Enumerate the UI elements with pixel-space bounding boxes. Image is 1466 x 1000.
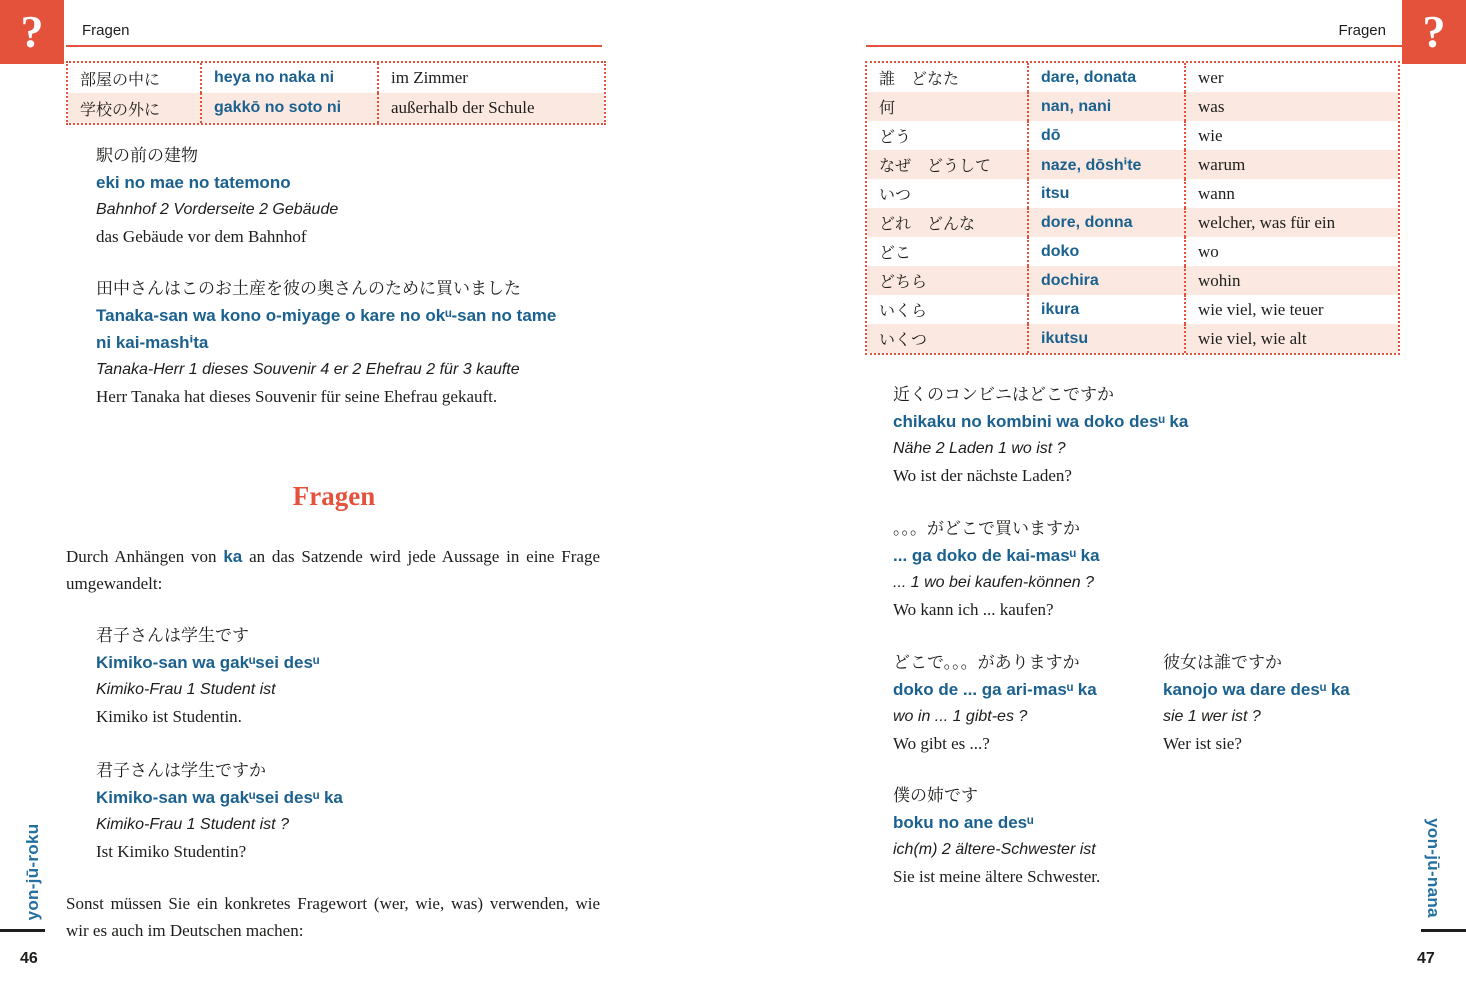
- example-block: [893, 515, 1393, 623]
- page-number-left: 46: [20, 950, 38, 967]
- example-block: [893, 649, 1155, 757]
- cell-japanese: いくら: [879, 303, 928, 320]
- cell-german: wann: [1184, 179, 1398, 208]
- section-heading: Fragen: [292, 481, 376, 511]
- header-rule-left: [66, 45, 602, 47]
- example-block: [96, 142, 602, 250]
- translation-line: Wo kann ich ... kaufen?: [893, 600, 1054, 619]
- particle-ka: ka: [223, 547, 243, 566]
- japanese-line: 彼女は誰ですか: [1163, 653, 1282, 672]
- sidebar-page-label-right: yon-jū-nana: [1424, 818, 1443, 918]
- cell-german: wo: [1184, 237, 1398, 266]
- intro-text-post: an das Satzende wird jede Aussage in eine Frage umgewandelt:: [66, 547, 600, 593]
- japanese-line: どこで。。。がありますか: [893, 653, 1080, 672]
- cell-romaji: heya no naka ni: [200, 63, 377, 93]
- phrase-table-right: [865, 61, 1400, 355]
- page-number-right: 47: [1417, 950, 1435, 967]
- translation-line: das Gebäude vor dem Bahnhof: [96, 227, 307, 246]
- example-block: [96, 757, 602, 865]
- translation-line: Sie ist meine ältere Schwester.: [893, 867, 1101, 886]
- romaji-line: Tanaka-san wa kono o-miyage o kare no okᵘ-san no tame ni kai-mashⁱta: [96, 306, 557, 352]
- table-row: [867, 295, 1398, 324]
- example-block: [893, 782, 1393, 890]
- running-header-left: Fragen: [82, 22, 130, 39]
- table-row: [867, 150, 1398, 179]
- japanese-line: 僕の姉です: [893, 786, 978, 805]
- romaji-line: chikaku no kombini wa doko desᵘ ka: [893, 412, 1189, 431]
- cell-japanese: いくつ: [879, 332, 928, 349]
- cell-romaji: ikutsu: [1027, 324, 1184, 353]
- cell-romaji: nan, nani: [1027, 92, 1184, 121]
- cell-romaji: dare, donata: [1027, 63, 1184, 92]
- cell-japanese: 学校の外に: [80, 101, 161, 119]
- sidebar-page-label-left: yon-jū-roku: [23, 823, 42, 921]
- table-row: [68, 63, 604, 93]
- example-block: [96, 275, 566, 410]
- cell-japanese: どう: [879, 129, 912, 146]
- cell-japanese: どこ: [879, 245, 912, 262]
- gloss-line: Kimiko-Frau 1 Student ist: [96, 681, 276, 698]
- cell-japanese: どちら: [879, 274, 928, 291]
- gloss-line: wo in ... 1 gibt-es ?: [893, 708, 1028, 725]
- question-mark-icon: ?: [20, 6, 44, 57]
- footer-rule-right: [1421, 929, 1466, 932]
- gloss-line: ich(m) 2 ältere-Schwester ist: [893, 841, 1096, 858]
- table-row: [867, 63, 1398, 92]
- translation-line: Wer ist sie?: [1163, 734, 1242, 753]
- example-block: [1163, 649, 1403, 757]
- translation-line: Kimiko ist Studentin.: [96, 707, 242, 726]
- phrase-table-left: [66, 61, 606, 125]
- example-block: [893, 381, 1393, 489]
- cell-romaji: itsu: [1027, 179, 1184, 208]
- footer-rule-left: [0, 929, 45, 932]
- cell-romaji: ikura: [1027, 295, 1184, 324]
- closing-paragraph: Sonst müssen Sie ein konkretes Fragewort (wer, wie, was) verwenden, wie wir es auch im Deutschen machen:: [66, 894, 600, 940]
- corner-box-right: [1402, 0, 1466, 64]
- cell-romaji: dō: [1027, 121, 1184, 150]
- cell-romaji: gakkō no soto ni: [200, 93, 377, 123]
- japanese-line: 近くのコンビニはどこですか: [893, 385, 1114, 404]
- cell-german: wie viel, wie alt: [1184, 324, 1398, 353]
- cell-german: welcher, was für ein: [1184, 208, 1398, 237]
- romaji-line: doko de ... ga ari-masᵘ ka: [893, 680, 1097, 699]
- japanese-line: 。。。がどこで買いますか: [893, 519, 1080, 538]
- cell-german: wohin: [1184, 266, 1398, 295]
- romaji-line: eki no mae no tatemono: [96, 173, 291, 192]
- cell-romaji: dore, donna: [1027, 208, 1184, 237]
- running-header-right: Fragen: [1338, 22, 1386, 39]
- cell-japanese: 部屋の中に: [80, 71, 161, 89]
- translation-line: Wo ist der nächste Laden?: [893, 466, 1072, 485]
- table-row: [867, 121, 1398, 150]
- gloss-line: Bahnhof 2 Vorderseite 2 Gebäude: [96, 201, 339, 218]
- romaji-line: ... ga doko de kai-masᵘ ka: [893, 546, 1100, 565]
- cell-japanese: 何: [879, 100, 896, 117]
- cell-german: wer: [1184, 63, 1398, 92]
- cell-german: außerhalb der Schule: [377, 93, 604, 123]
- japanese-line: 田中さんはこのお土産を彼の奥さんのために買いました: [96, 279, 521, 298]
- table-row: [867, 266, 1398, 295]
- cell-german: was: [1184, 92, 1398, 121]
- japanese-line: 君子さんは学生です: [96, 626, 249, 645]
- romaji-line: Kimiko-san wa gakᵘsei desᵘ: [96, 653, 320, 672]
- gloss-line: Nähe 2 Laden 1 wo ist ?: [893, 440, 1066, 457]
- japanese-line: 君子さんは学生ですか: [96, 761, 266, 780]
- table-row: [867, 92, 1398, 121]
- question-mark-icon: ?: [1422, 6, 1446, 57]
- translation-line: Ist Kimiko Studentin?: [96, 842, 247, 861]
- gloss-line: sie 1 wer ist ?: [1163, 708, 1261, 725]
- romaji-line: boku no ane desᵘ: [893, 813, 1034, 832]
- header-rule-right: [866, 45, 1402, 47]
- corner-box-left: [0, 0, 64, 64]
- cell-german: wie: [1184, 121, 1398, 150]
- cell-romaji: doko: [1027, 237, 1184, 266]
- intro-text-pre: Durch Anhängen von: [66, 547, 224, 566]
- intro-paragraph: [66, 543, 600, 597]
- romaji-line: Kimiko-san wa gakᵘsei desᵘ ka: [96, 788, 343, 807]
- gloss-line: ... 1 wo bei kaufen-können ?: [893, 574, 1095, 591]
- translation-line: Herr Tanaka hat dieses Souvenir für seine Ehefrau gekauft.: [96, 387, 498, 406]
- table-row: [867, 208, 1398, 237]
- cell-japanese: なぜ どうして: [879, 158, 992, 175]
- cell-japanese: 誰 どなた: [879, 71, 960, 88]
- table-row: [68, 93, 604, 123]
- example-block: [96, 622, 602, 730]
- table-row: [867, 324, 1398, 353]
- table-row: [867, 179, 1398, 208]
- gloss-line: Tanaka-Herr 1 dieses Souvenir 4 er 2 Ehefrau 2 für 3 kaufte: [96, 361, 520, 378]
- gloss-line: Kimiko-Frau 1 Student ist ?: [96, 816, 289, 833]
- cell-german: im Zimmer: [377, 63, 604, 93]
- table-row: [867, 237, 1398, 266]
- cell-japanese: どれ どんな: [879, 216, 976, 233]
- cell-romaji: naze, dōshⁱte: [1027, 150, 1184, 179]
- cell-german: wie viel, wie teuer: [1184, 295, 1398, 324]
- romaji-line: kanojo wa dare desᵘ ka: [1163, 680, 1350, 699]
- cell-german: warum: [1184, 150, 1398, 179]
- japanese-line: 駅の前の建物: [96, 146, 198, 165]
- cell-japanese: いつ: [879, 187, 912, 204]
- translation-line: Wo gibt es ...?: [893, 734, 990, 753]
- cell-romaji: dochira: [1027, 266, 1184, 295]
